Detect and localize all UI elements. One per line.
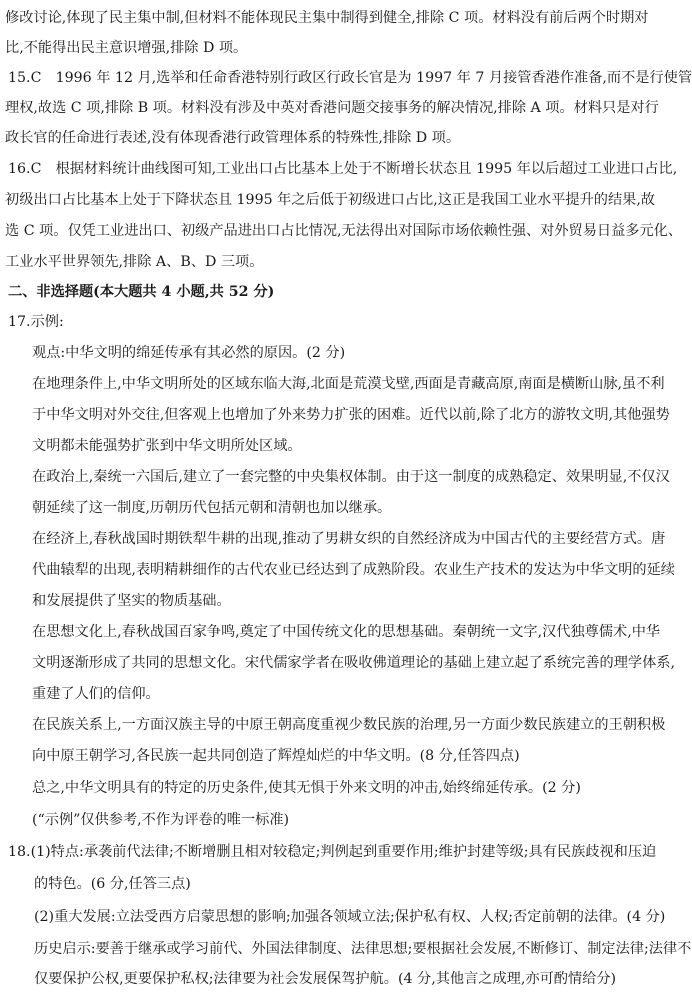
- text-line: (2)重大发展:立法受西方启蒙思想的影响;加强各领域立法;保护私有权、人权;否定前朝的法律。(4 分): [34, 909, 666, 925]
- text-line: 仅要保护公权,更要保护私权;法律要为社会发展保驾护航。(4 分,其他言之成理,亦可酌情给分): [34, 971, 617, 987]
- text-line: 15.C 1996 年 12 月,选举和任命香港特别行政区行政长官是为 1997 年 7 月接管香港作准备,而不是行使管: [8, 70, 692, 86]
- text-line: 修改讨论,体现了民主集中制,但材料不能体现民主集中制得到健全,排除 C 项。材料没有前后两个时期对: [5, 10, 649, 26]
- text-line: 重建了人们的信仰。: [32, 686, 160, 702]
- text-line: 理权,故选 C 项,排除 B 项。材料没有涉及中英对香港问题交接事务的解决情况,排除 A 项。材料只是对行: [5, 100, 659, 116]
- text-line: 文明都未能强势扩张到中华文明所处区域。: [32, 438, 302, 454]
- text-line: 和发展提供了坚实的物质基础。: [32, 593, 231, 609]
- text-line: 向中原王朝学习,各民族一起共同创造了辉煌灿烂的中华文明。(8 分,任答四点): [32, 748, 520, 764]
- text-line: 观点:中华文明的绵延传承有其必然的原因。(2 分): [32, 345, 346, 361]
- text-line: 文明逐渐形成了共同的思想文化。宋代儒家学者在吸收佛道理论的基础上建立起了系统完善的理学体系,: [32, 655, 675, 671]
- text-line: (“示例”仅供参考,不作为评卷的唯一标准): [32, 812, 290, 828]
- section-heading: 二、非选择题(本大题共 4 小题,共 52 分): [8, 284, 275, 300]
- text-line: 工业水平世界领先,排除 A、B、D 三项。: [5, 254, 264, 270]
- text-line: 于中华文明对外交往,但客观上也增加了外来势力扩张的困难。近代以前,除了北方的游牧文明,其他强势: [32, 407, 670, 423]
- text-line: 在思想文化上,春秋战国百家争鸣,奠定了中国传统文化的思想基础。秦朝统一文字,汉代独尊儒术,中华: [32, 624, 661, 640]
- text-line: 在地理条件上,中华文明所处的区域东临大海,北面是荒漠戈壁,西面是青藏高原,南面是横断山脉,虽不利: [32, 376, 665, 392]
- text-line: 历史启示:要善于继承或学习前代、外国法律制度、法律思想;要根据社会发展,不断修订、制定法律;法律不: [34, 941, 692, 957]
- text-line: 16.C 根据材料统计曲线图可知,工业出口占比基本上处于不断增长状态且 1995 年以后超过工业进口占比,: [8, 161, 678, 177]
- text-line: 比,不能得出民主意识增强,排除 D 项。: [5, 40, 248, 56]
- text-line: 代曲辕犁的出现,表明精耕细作的古代农业已经达到了成熟阶段。农业生产技术的发达为中华文明的延续: [32, 562, 675, 578]
- text-line: 选 C 项。仅凭工业进出口、初级产品进出口占比情况,无法得出对国际市场依赖性强、对外贸易日益多元化、: [5, 223, 683, 239]
- text-line: 初级出口占比基本上处于下降状态且 1995 年之后低于初级进口占比,这正是我国工业水平提升的结果,故: [5, 192, 656, 208]
- text-line: 政长官的任命进行表述,没有体现香港行政管理体系的特殊性,排除 D 项。: [5, 130, 461, 146]
- text-line: 在经济上,春秋战国时期铁犁牛耕的出现,推动了男耕女织的自然经济成为中国古代的主要经营方式。唐: [32, 531, 666, 547]
- text-line: 朝延续了这一制度,历朝历代包括元朝和清朝也加以继承。: [32, 500, 392, 516]
- question-number: 17.示例:: [8, 314, 64, 330]
- text-line: 总之,中华文明具有的特定的历史条件,使其无惧于外来文明的冲击,始终绵延传承。(2 分): [32, 780, 581, 796]
- text-line: 在政治上,秦统一六国后,建立了一套完整的中央集权体制。由于这一制度的成熟稳定、效果明显,不仅汉: [32, 469, 670, 485]
- text-line: 的特色。(6 分,任答三点): [34, 876, 191, 892]
- text-line: 在民族关系上,一方面汉族主导的中原王朝高度重视少数民族的治理,另一方面少数民族建立的王朝积极: [32, 717, 666, 733]
- text-line: 18.(1)特点:承袭前代法律;不断增删且相对较稳定;判例起到重要作用;维护封建等级;具有民族歧视和压迫: [8, 844, 657, 860]
